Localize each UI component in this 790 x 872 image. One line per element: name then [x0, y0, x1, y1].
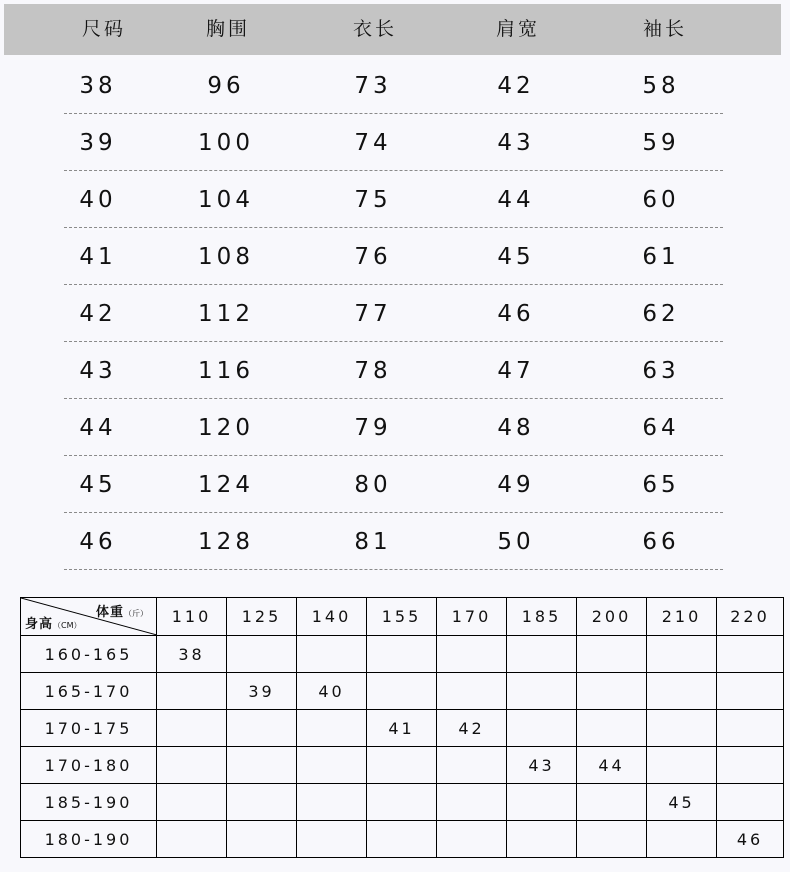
size-recommendation-cell: 44	[577, 747, 647, 784]
size-recommendation-cell	[577, 784, 647, 821]
weight-header-cell: 200	[577, 598, 647, 636]
size-recommendation-cell	[577, 673, 647, 710]
height-range-cell: 185-190	[21, 784, 157, 821]
size-recommendation-cell: 39	[227, 673, 297, 710]
height-range-cell: 160-165	[21, 636, 157, 673]
size-recommendation-cell	[157, 747, 227, 784]
size-recommendation-cell	[507, 673, 577, 710]
size-cell-length: 75	[354, 187, 392, 213]
size-cell-shoulder: 48	[497, 415, 535, 441]
height-range-cell: 180-190	[21, 821, 157, 858]
size-recommendation-cell	[367, 747, 437, 784]
height-unit: （CM）	[53, 621, 82, 630]
size-row	[0, 229, 790, 286]
header-size: 尺码	[81, 18, 127, 40]
row-divider	[64, 455, 723, 456]
size-recommendation-cell: 40	[297, 673, 367, 710]
size-cell-size: 40	[79, 187, 117, 213]
weight-unit: （斤）	[124, 609, 148, 618]
height-row	[21, 636, 784, 673]
size-cell-shoulder: 44	[497, 187, 535, 213]
size-cell-size: 45	[79, 472, 117, 498]
size-cell-sleeve: 65	[642, 472, 680, 498]
size-recommendation-cell	[717, 747, 784, 784]
size-recommendation-cell	[227, 710, 297, 747]
size-cell-sleeve: 61	[642, 244, 680, 270]
row-divider	[64, 398, 723, 399]
size-recommendation-cell	[577, 710, 647, 747]
size-recommendation-cell	[437, 636, 507, 673]
height-row	[21, 673, 784, 710]
size-cell-chest: 104	[198, 187, 254, 213]
size-cell-shoulder: 46	[497, 301, 535, 327]
size-cell-shoulder: 43	[497, 130, 535, 156]
size-recommendation-cell	[157, 710, 227, 747]
size-cell-length: 80	[354, 472, 392, 498]
size-row	[0, 343, 790, 400]
size-recommendation-cell	[577, 821, 647, 858]
header-sleeve: 袖长	[642, 18, 688, 40]
size-cell-sleeve: 62	[642, 301, 680, 327]
size-recommendation-cell	[437, 673, 507, 710]
size-recommendation-cell	[577, 636, 647, 673]
height-row	[21, 747, 784, 784]
size-cell-length: 76	[354, 244, 392, 270]
size-row	[0, 457, 790, 514]
size-recommendation-cell	[227, 636, 297, 673]
weight-header-cell: 170	[437, 598, 507, 636]
size-cell-length: 73	[354, 73, 392, 99]
size-recommendation-cell	[507, 821, 577, 858]
size-cell-shoulder: 47	[497, 358, 535, 384]
size-recommendation-cell	[297, 710, 367, 747]
weight-header-cell: 220	[717, 598, 784, 636]
size-cell-sleeve: 66	[642, 529, 680, 555]
size-cell-chest: 128	[198, 529, 254, 555]
size-cell-shoulder: 42	[497, 73, 535, 99]
size-recommendation-cell	[367, 821, 437, 858]
size-cell-chest: 120	[198, 415, 254, 441]
size-cell-sleeve: 63	[642, 358, 680, 384]
size-recommendation-cell	[297, 821, 367, 858]
height-axis-label	[25, 613, 82, 632]
size-recommendation-cell	[367, 636, 437, 673]
size-cell-chest: 100	[198, 130, 254, 156]
size-cell-sleeve: 64	[642, 415, 680, 441]
size-row	[0, 172, 790, 229]
height-row	[21, 710, 784, 747]
weight-axis-label	[96, 601, 148, 620]
size-recommendation-cell: 43	[507, 747, 577, 784]
header-shoulder: 肩宽	[495, 18, 541, 40]
weight-header-cell: 110	[157, 598, 227, 636]
height-row	[21, 784, 784, 821]
row-divider	[64, 284, 723, 285]
size-recommendation-cell	[367, 784, 437, 821]
header-length: 衣长	[352, 18, 398, 40]
size-chart-header	[4, 4, 781, 55]
size-recommendation-cell	[367, 673, 437, 710]
size-row	[0, 115, 790, 172]
size-cell-size: 46	[79, 529, 117, 555]
size-recommendation-cell	[717, 710, 784, 747]
size-recommendation-cell	[507, 636, 577, 673]
size-cell-sleeve: 58	[642, 73, 680, 99]
weight-header-cell: 185	[507, 598, 577, 636]
size-recommendation-cell: 46	[717, 821, 784, 858]
size-cell-chest: 116	[198, 358, 254, 384]
size-cell-shoulder: 50	[497, 529, 535, 555]
size-recommendation-cell: 41	[367, 710, 437, 747]
size-recommendation-cell	[227, 747, 297, 784]
size-recommendation-cell	[647, 673, 717, 710]
corner-cell	[21, 598, 157, 636]
height-range-cell: 165-170	[21, 673, 157, 710]
size-row	[0, 286, 790, 343]
size-recommendation-cell	[647, 747, 717, 784]
height-range-cell: 170-180	[21, 747, 157, 784]
size-recommendation-cell	[227, 821, 297, 858]
size-recommendation-cell	[157, 673, 227, 710]
header-chest: 胸围	[205, 18, 251, 40]
size-cell-chest: 108	[198, 244, 254, 270]
weight-header-row	[21, 598, 784, 636]
size-recommendation-cell	[227, 784, 297, 821]
size-cell-size: 42	[79, 301, 117, 327]
row-divider	[64, 341, 723, 342]
size-cell-chest: 96	[207, 73, 245, 99]
size-recommendation-cell	[647, 710, 717, 747]
size-cell-length: 74	[354, 130, 392, 156]
row-divider	[64, 170, 723, 171]
size-recommendation-cell	[157, 784, 227, 821]
weight-header-cell: 155	[367, 598, 437, 636]
size-cell-length: 81	[354, 529, 392, 555]
size-cell-length: 79	[354, 415, 392, 441]
weight-label: 体重	[95, 605, 124, 620]
size-recommendation-cell: 42	[437, 710, 507, 747]
size-recommendation-cell	[157, 821, 227, 858]
size-cell-chest: 124	[198, 472, 254, 498]
size-recommendation-cell	[717, 784, 784, 821]
size-recommendation-cell	[717, 673, 784, 710]
size-recommendation-cell	[297, 747, 367, 784]
height-range-cell: 170-175	[21, 710, 157, 747]
weight-header-cell: 125	[227, 598, 297, 636]
weight-header-cell: 140	[297, 598, 367, 636]
size-recommendation-cell	[647, 636, 717, 673]
row-divider	[64, 569, 723, 570]
size-cell-sleeve: 59	[642, 130, 680, 156]
row-divider	[64, 227, 723, 228]
size-recommendation-cell: 45	[647, 784, 717, 821]
size-row	[0, 58, 790, 115]
weight-height-table	[20, 597, 784, 858]
size-cell-length: 78	[354, 358, 392, 384]
size-recommendation-cell	[507, 784, 577, 821]
size-cell-size: 41	[79, 244, 117, 270]
size-cell-chest: 112	[198, 301, 254, 327]
size-cell-sleeve: 60	[642, 187, 680, 213]
size-recommendation-cell	[297, 784, 367, 821]
size-cell-size: 44	[79, 415, 117, 441]
height-row	[21, 821, 784, 858]
size-cell-size: 43	[79, 358, 117, 384]
size-cell-size: 38	[79, 73, 117, 99]
row-divider	[64, 512, 723, 513]
size-recommendation-cell	[437, 784, 507, 821]
weight-header-cell: 210	[647, 598, 717, 636]
size-recommendation-cell: 38	[157, 636, 227, 673]
size-row	[0, 514, 790, 571]
size-cell-length: 77	[354, 301, 392, 327]
size-recommendation-cell	[647, 821, 717, 858]
row-divider	[64, 113, 723, 114]
size-cell-size: 39	[79, 130, 117, 156]
size-recommendation-cell	[717, 636, 784, 673]
size-cell-shoulder: 49	[497, 472, 535, 498]
size-recommendation-cell	[507, 710, 577, 747]
height-label: 身高	[25, 617, 54, 632]
size-recommendation-cell	[437, 821, 507, 858]
size-cell-shoulder: 45	[497, 244, 535, 270]
size-recommendation-cell	[297, 636, 367, 673]
size-recommendation-cell	[437, 747, 507, 784]
size-row	[0, 400, 790, 457]
